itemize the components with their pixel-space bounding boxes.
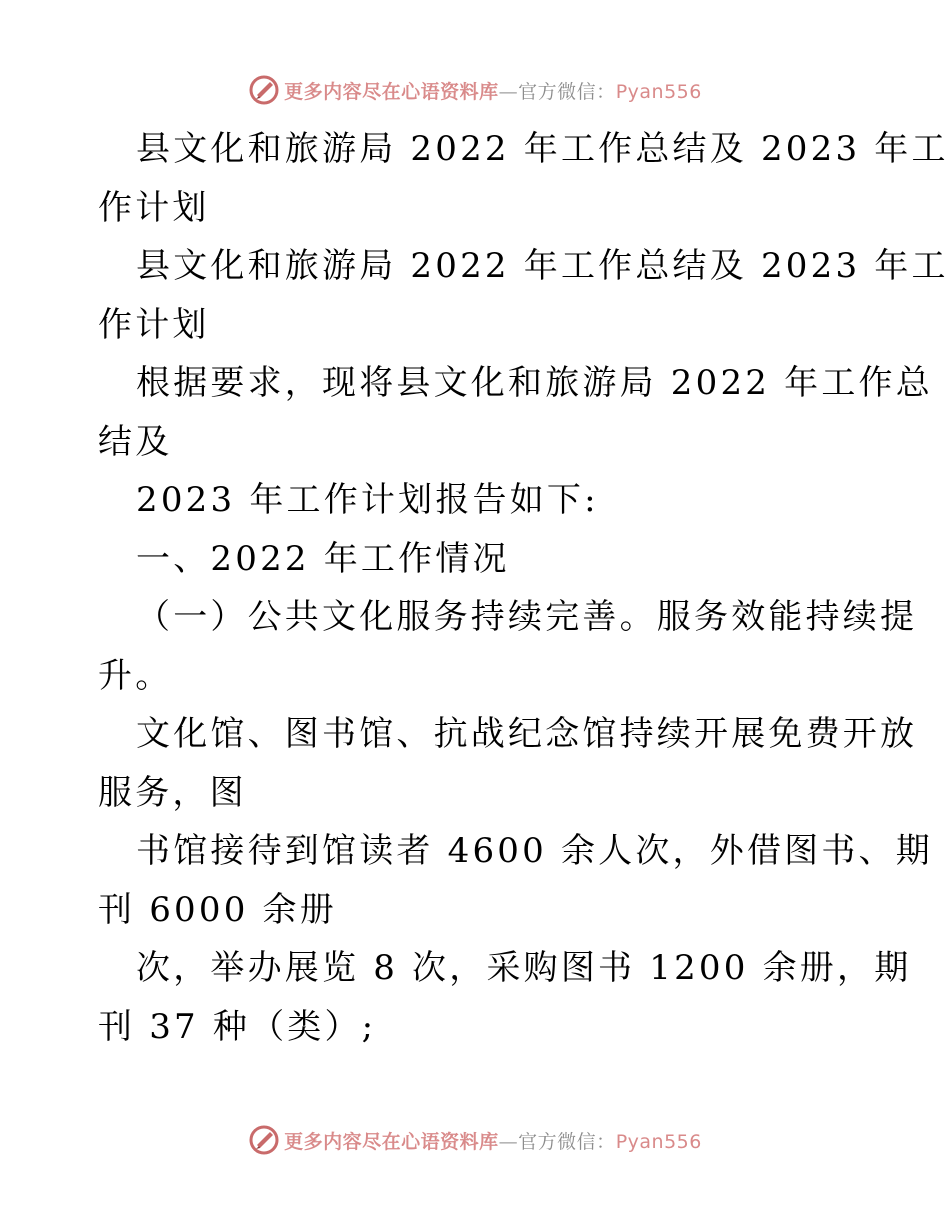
watermark-wechat-label: 官方微信： [518,1130,616,1153]
logo-icon [248,1124,280,1156]
text-line: 县文化和旅游局 2022 年工作总结及 2023 年工 [136,129,949,169]
logo-icon [248,74,280,106]
watermark-banner-bottom [0,1122,950,1158]
text-line: 结及 [98,421,173,462]
text-line: 县文化和旅游局 2022 年工作总结及 2023 年工 [136,246,949,286]
text-line: 根据要求，现将县文化和旅游局 2022 年工作总 [136,363,933,403]
text-line: （一）公共文化服务持续完善。服务效能持续提 [136,597,918,637]
watermark-separator: — [498,80,519,103]
watermark-wechat-id: Pyan556 [615,1130,702,1153]
text-line: 文化馆、图书馆、抗战纪念馆持续开展免费开放 [136,714,918,754]
text-line: 服务，图 [98,772,247,813]
text-line: 次，举办展览 8 次，采购图书 1200 余册，期 [136,948,912,988]
watermark-main-text: 更多内容尽在心语资料库 [284,80,499,103]
text-line: 作计划 [98,187,210,228]
watermark-text [284,77,702,104]
watermark-text [284,1127,702,1154]
watermark-separator: — [498,1130,519,1153]
watermark-main-text: 更多内容尽在心语资料库 [284,1130,499,1153]
text-line: 作计划 [98,304,210,345]
text-line: 升。 [98,655,173,696]
watermark-wechat-id: Pyan556 [615,80,702,103]
text-line: 刊 6000 余册 [98,889,337,930]
watermark-wechat-label: 官方微信： [518,80,616,103]
text-line: 书馆接待到馆读者 4600 余人次，外借图书、期 [136,831,933,871]
text-line: 2023 年工作计划报告如下: [136,480,599,520]
document-body [98,120,949,1056]
text-line: 刊 37 种（类）; [98,1006,377,1047]
watermark-banner-top [0,72,950,108]
text-line: 一、2022 年工作情况 [136,538,510,579]
